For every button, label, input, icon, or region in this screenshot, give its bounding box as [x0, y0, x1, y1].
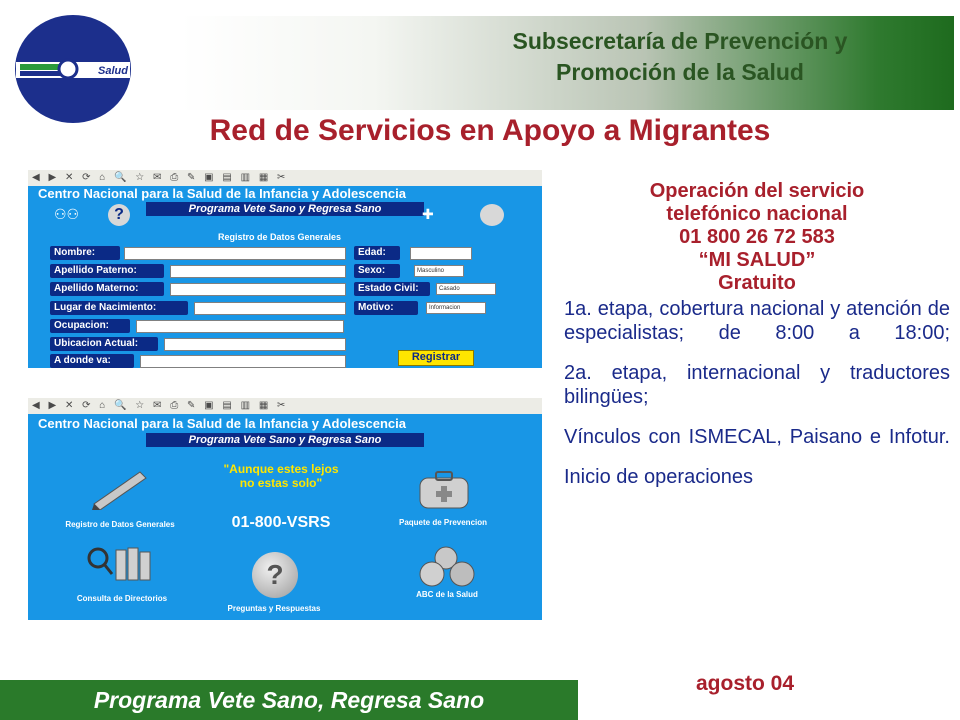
- service-phone: 01 800 26 72 583: [679, 226, 835, 248]
- slogan-line-1: "Aunque estes lejos: [223, 462, 339, 476]
- browser-toolbar: ◀ ▶ ✕ ⟳ ⌂ 🔍 ☆ ✉ ⎙ ✎ ▣ ▤ ▥ ▦ ✂: [28, 170, 542, 186]
- panel-header-2: Centro Nacional para la Salud de la Infancia y Adolescencia: [38, 416, 406, 431]
- estado-civil-select[interactable]: Casado: [436, 283, 496, 295]
- apellido-materno-input[interactable]: [170, 283, 346, 296]
- label-motivo: Motivo:: [354, 301, 418, 315]
- link-abc[interactable]: ABC de la Salud: [416, 590, 478, 599]
- logo-text: Salud: [98, 65, 128, 77]
- edad-input[interactable]: [410, 247, 472, 260]
- panel-header: Centro Nacional para la Salud de la Infancia y Adolescencia: [38, 186, 406, 201]
- link-registro[interactable]: Registro de Datos Generales: [65, 520, 175, 529]
- phone-number: 01-800-VSRS: [231, 514, 331, 531]
- sexo-select[interactable]: Masculino: [414, 265, 464, 277]
- ubicacion-input[interactable]: [164, 338, 346, 351]
- label-a-donde: A donde va:: [50, 354, 134, 368]
- users-icon: ⚇⚇: [54, 206, 80, 222]
- nombre-input[interactable]: [124, 247, 346, 260]
- pencil-icon[interactable]: [90, 470, 150, 510]
- service-line-2: telefónico nacional: [666, 203, 848, 225]
- link-paquete[interactable]: Paquete de Prevencion: [398, 518, 488, 527]
- link-preguntas[interactable]: Preguntas y Respuestas: [227, 604, 321, 613]
- footer-bar: [0, 680, 578, 720]
- service-info: [564, 180, 950, 489]
- header-line-2: Promoción de la Salud: [556, 59, 804, 85]
- kit-icon: ✚: [422, 206, 434, 222]
- label-edad: Edad:: [354, 246, 400, 260]
- apellido-paterno-input[interactable]: [170, 265, 346, 278]
- slogan-line-2: no estas solo": [239, 476, 323, 490]
- abc-icon: [480, 204, 504, 226]
- abc-blocks-icon[interactable]: [418, 546, 480, 588]
- links-text: Vínculos con ISMECAL, Paisano e Infotur.: [564, 426, 950, 448]
- home-panel: [28, 398, 542, 620]
- footer-text: Programa Vete Sano, Regresa Sano: [93, 687, 485, 713]
- header-line-1: Subsecretaría de Prevención y: [512, 28, 848, 54]
- service-name: “MI SALUD”: [698, 249, 816, 271]
- label-nombre: Nombre:: [50, 246, 120, 260]
- label-apellido-materno: Apellido Materno:: [50, 282, 164, 296]
- first-aid-kit-icon[interactable]: [416, 468, 472, 510]
- label-lugar-nacimiento: Lugar de Nacimiento:: [50, 301, 188, 315]
- start-date: agosto 04: [696, 672, 795, 695]
- stage-2-text: 2a. etapa, internacional y traductores bilingües;: [564, 362, 950, 408]
- ocupacion-input[interactable]: [136, 320, 344, 333]
- header-title: [440, 26, 920, 88]
- directory-icon[interactable]: [86, 544, 160, 584]
- lugar-nacimiento-input[interactable]: [194, 302, 346, 315]
- registrar-button[interactable]: Registrar: [398, 350, 474, 366]
- registration-panel: [28, 170, 542, 368]
- label-apellido-paterno: Apellido Paterno:: [50, 264, 164, 278]
- link-consulta[interactable]: Consulta de Directorios: [76, 594, 168, 603]
- panel-subheader-2: Programa Vete Sano y Regresa Sano: [146, 433, 424, 447]
- form-title: Registro de Datos Generales: [218, 232, 342, 242]
- panel-subheader: Programa Vete Sano y Regresa Sano: [146, 202, 424, 216]
- stage-1-text: 1a. etapa, cobertura nacional y atención de especialistas; de 8:00 a 18:00;: [564, 298, 950, 344]
- a-donde-input[interactable]: [140, 355, 346, 368]
- label-ocupacion: Ocupacion:: [50, 319, 130, 333]
- motivo-select[interactable]: Informacion: [426, 302, 486, 314]
- label-sexo: Sexo:: [354, 264, 400, 278]
- question-mark-icon[interactable]: ?: [252, 552, 298, 598]
- question-icon: ?: [108, 204, 130, 226]
- browser-toolbar-2: ◀ ▶ ✕ ⟳ ⌂ 🔍 ☆ ✉ ⎙ ✎ ▣ ▤ ▥ ▦ ✂: [28, 398, 542, 414]
- slogan: [178, 462, 384, 490]
- start-text: Inicio de operaciones: [564, 466, 754, 488]
- salud-logo: [14, 14, 132, 124]
- service-cost: Gratuito: [718, 272, 796, 294]
- label-estado-civil: Estado Civil:: [354, 282, 430, 296]
- service-line-1: Operación del servicio: [649, 180, 865, 202]
- label-ubicacion: Ubicacion Actual:: [50, 337, 158, 351]
- page-title: Red de Servicios en Apoyo a Migrantes: [209, 114, 771, 147]
